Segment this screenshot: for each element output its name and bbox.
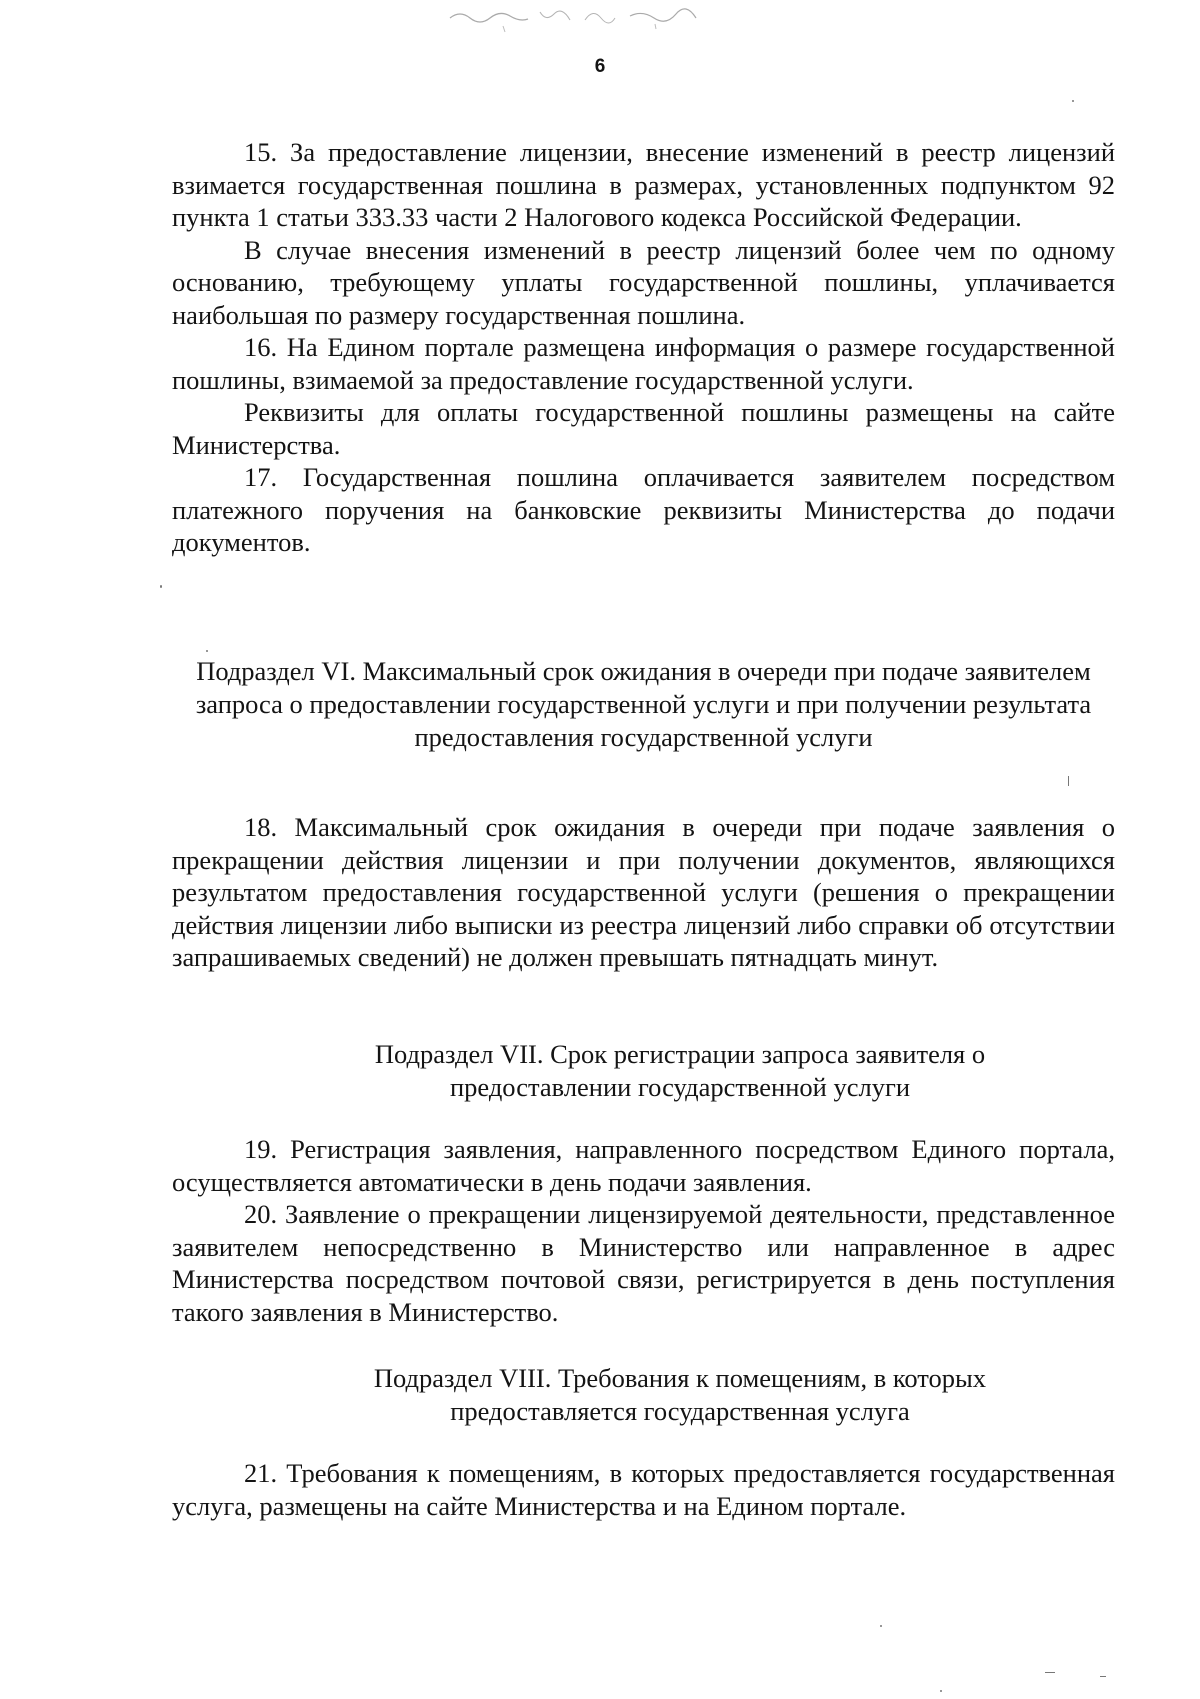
paragraph-16: 16. На Едином портале размещена информация о размере государственной пошлины, взимаемой за предоставление государственной услуги.	[172, 332, 1115, 395]
scan-speck	[940, 1690, 942, 1692]
section-heading-8	[300, 1362, 1060, 1428]
heading-subsection-7: Подраздел VII. Срок регистрации запроса заявителя о предоставлении государственной услуги	[374, 1039, 986, 1102]
section-heading-6	[172, 655, 1115, 754]
scan-speck	[206, 650, 208, 652]
paragraph-19: 19. Регистрация заявления, направленного посредством Единого портала, осуществляется автоматически в день подачи заявления.	[172, 1134, 1115, 1197]
paragraph-21: 21. Требования к помещениям, в которых предоставляется государственная услуга, размещены на сайте Министерства и на Едином портале.	[172, 1458, 1115, 1521]
paragraph-20: 20. Заявление о прекращении лицензируемой деятельности, представленное заявителем непосредственно в Министерство или направленное в адрес Министерства посредством почтовой связи, регистрируется в день поступления такого заявления в Министерство.	[172, 1199, 1115, 1327]
scan-speck	[1045, 1672, 1055, 1673]
paragraph-15-continued: В случае внесения изменений в реестр лицензий более чем по одному основанию, требующему уплаты государственной пошлины, уплачивается наибольшая по размеру государственная пошлина.	[172, 234, 1115, 330]
scan-speck	[160, 585, 162, 588]
scan-speck	[1072, 100, 1074, 102]
heading-subsection-6: Подраздел VI. Максимальный срок ожидания в очереди при подаче заявителем запроса о предоставлении государственной услуги и при получении результата предоставления государственной услуги	[195, 656, 1092, 752]
text-block-premises	[172, 1457, 1115, 1522]
paragraph-17: 17. Государственная пошлина оплачивается заявителем посредством платежного поручения на банковские реквизиты Министерства до подачи документов.	[172, 462, 1115, 557]
text-block-fees	[172, 136, 1115, 559]
text-block-queue-time	[172, 811, 1115, 974]
scan-speck	[1068, 776, 1069, 786]
scan-speck	[880, 1625, 882, 1627]
heading-subsection-8: Подраздел VIII. Требования к помещениям, в которых предоставляется государственная услуга	[373, 1363, 987, 1426]
paragraph-15: 15. За предоставление лицензии, внесение изменений в реестр лицензий взимается государственная пошлина в размерах, установленных подпунктом 92 пункта 1 статьи 333.33 части 2 Налогового кодекса Российской Федерации.	[172, 137, 1115, 232]
paragraph-18: 18. Максимальный срок ожидания в очереди при подаче заявления о прекращении действия лицензии и при получении документов, являющихся результатом предоставления государственной услуги (решения о прекращении действия лицензии либо выписки из реестра лицензий либо справки об отсутствии запрашиваемых сведений) не должен превышать пятнадцать минут.	[172, 812, 1115, 972]
scan-speck	[1100, 1676, 1106, 1677]
section-heading-7	[300, 1038, 1060, 1104]
paragraph-16-continued: Реквизиты для оплаты государственной пошлины размещены на сайте Министерства.	[172, 397, 1115, 460]
faint-stamp-mark	[445, 0, 725, 34]
page-number: 6	[594, 56, 606, 77]
text-block-registration	[172, 1133, 1115, 1328]
